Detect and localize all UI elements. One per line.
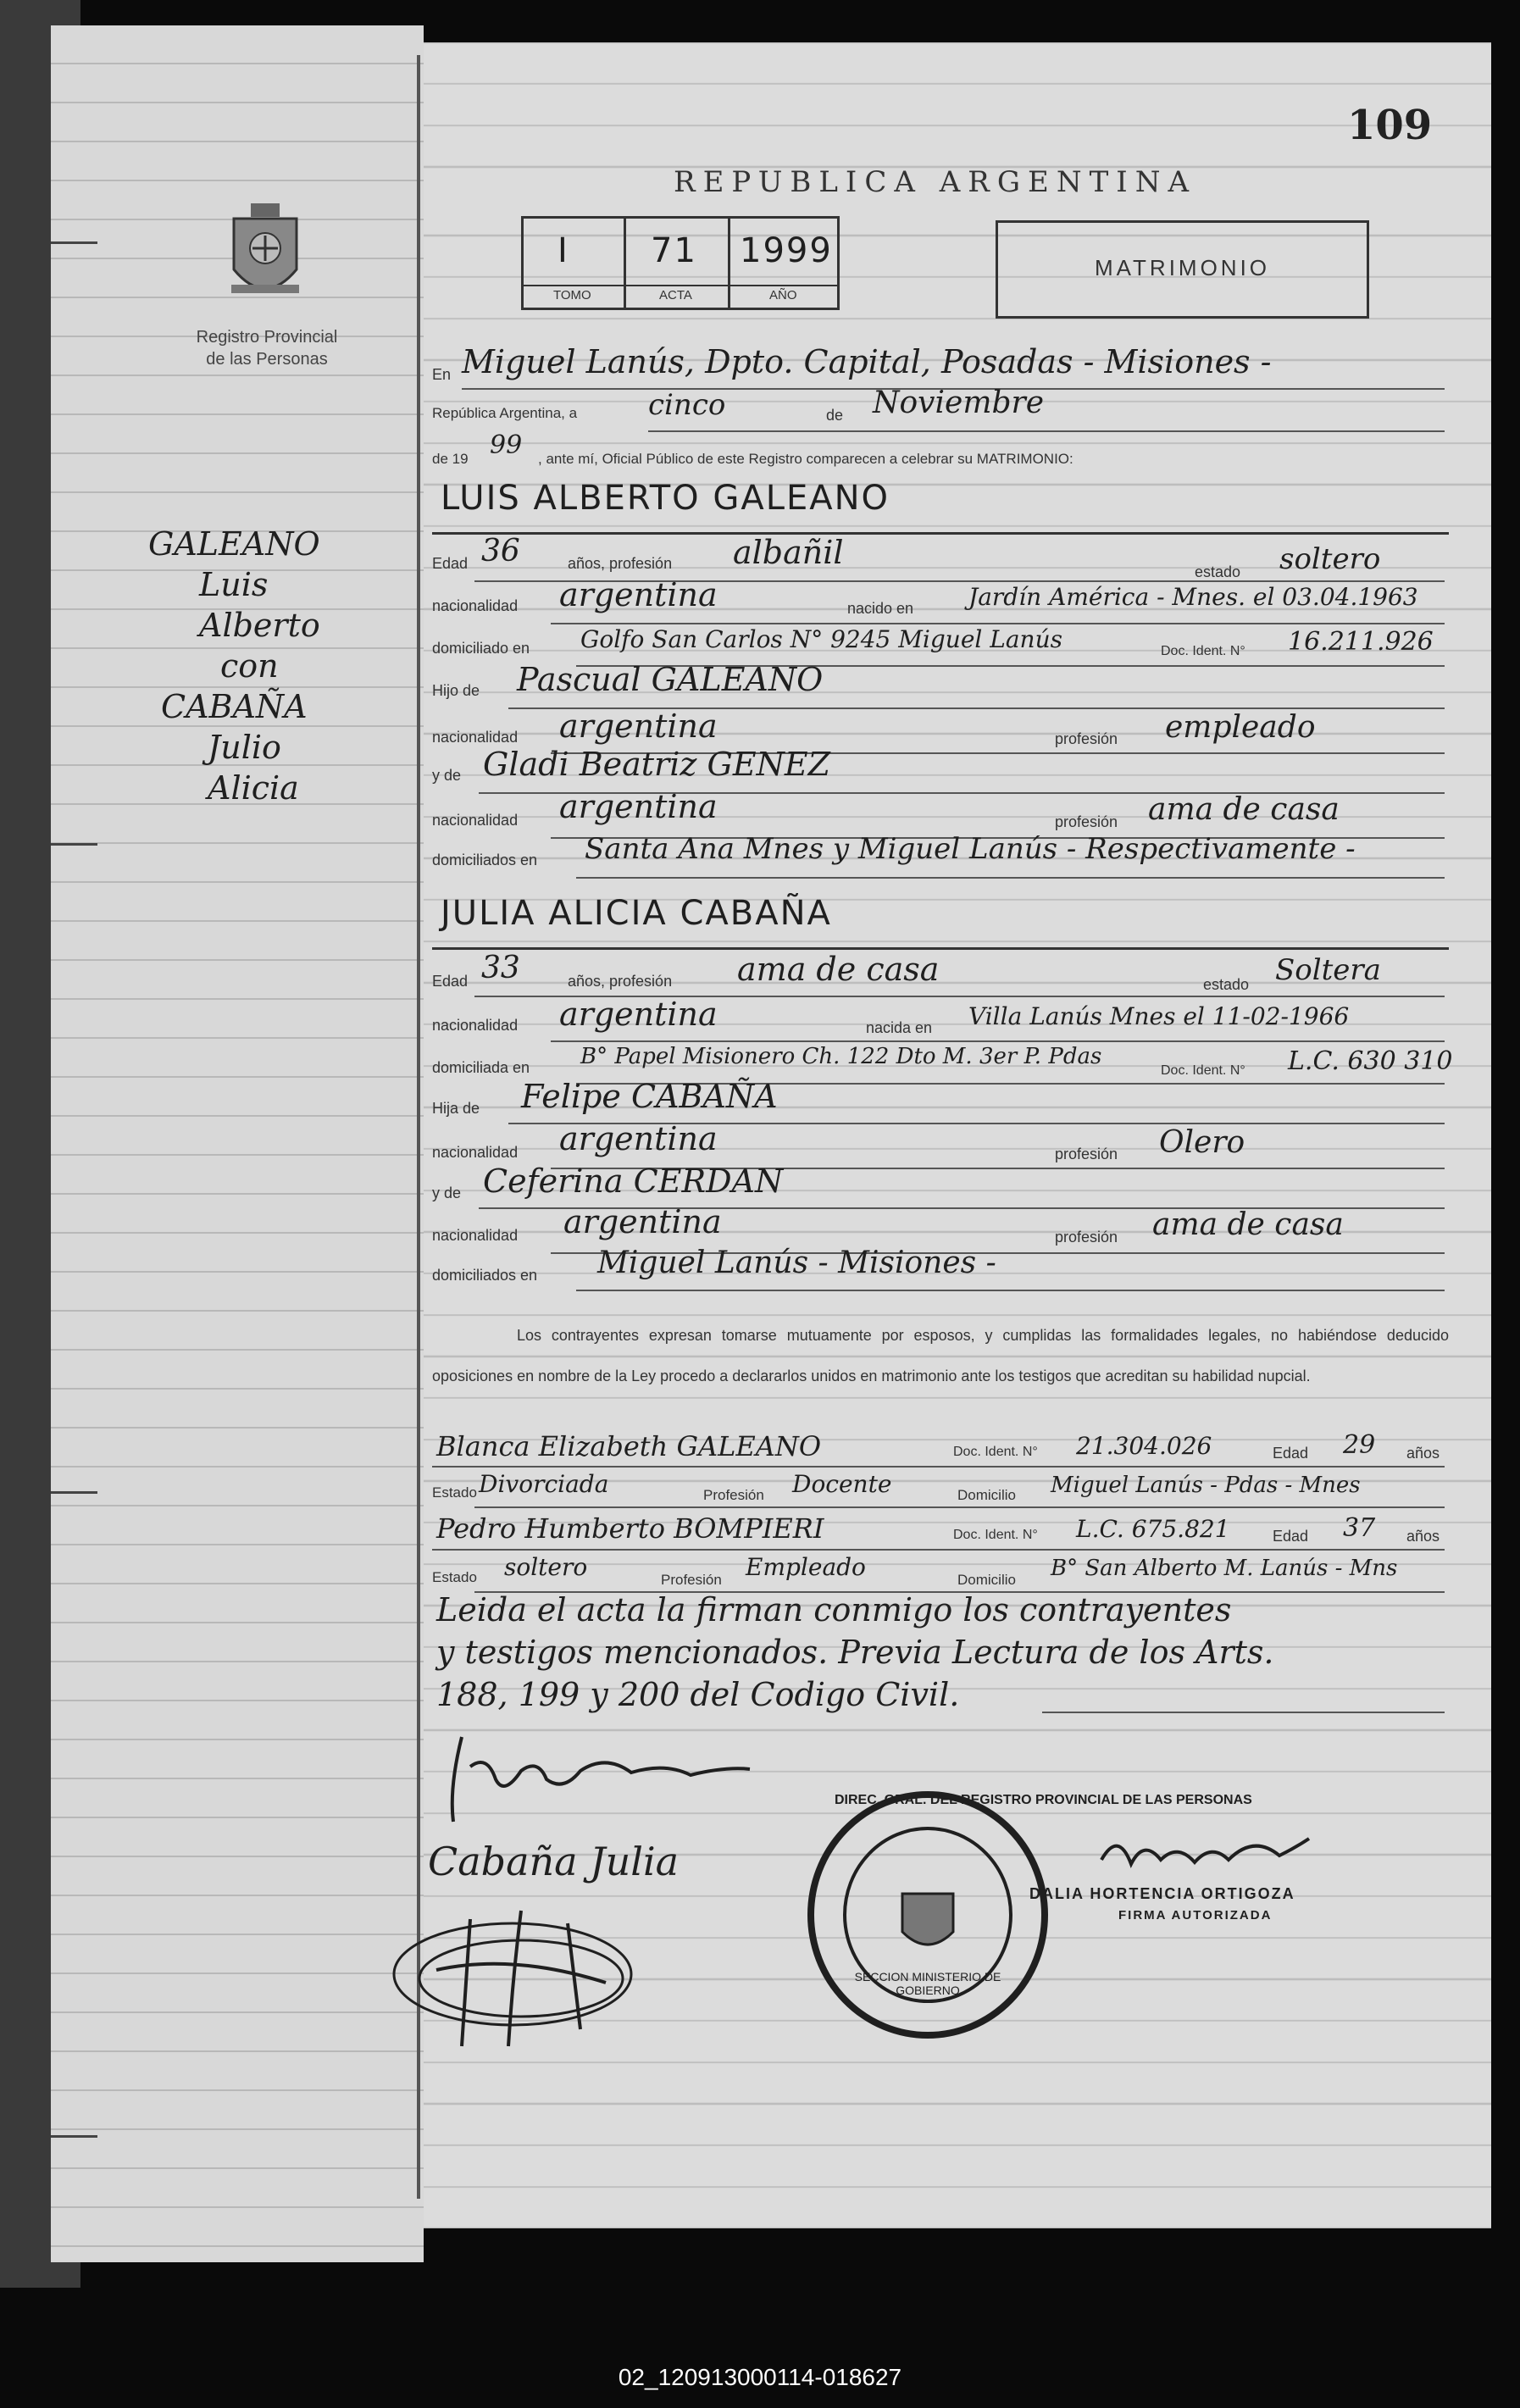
de-label: de [826,407,844,424]
bride-signature: Cabaña Julia [428,1839,680,1884]
witness2-name: Pedro Humberto BOMPIERI [436,1512,824,1545]
seal-inner-text: SECCION MINISTERIO DE GOBIERNO [854,1970,1001,1997]
nacida-label: nacida en [866,1019,933,1036]
en-label: En [432,366,452,383]
acta-value: 71 [651,231,697,270]
estado-label: Estado [432,1569,477,1585]
groom-birth: Jardín América - Mnes. el 03.04.1963 [968,583,1418,611]
bride-doc: L.C. 630 310 [1288,1046,1453,1076]
witness2-age: 37 [1343,1513,1376,1543]
yde-label: y de [432,767,462,784]
bride-age: 33 [481,951,520,985]
binding-stitch [51,2135,97,2138]
coat-of-arms-icon [227,202,303,312]
witness2-estado: soltero [504,1553,588,1581]
witness1-doc: 21.304.026 [1076,1432,1212,1460]
groom-profession: albañil [733,534,844,571]
anos-label: años [1406,1445,1440,1462]
groom-name: LUIS ALBERTO GALEANO [441,479,890,518]
nacionalidad-label: nacionalidad [432,812,519,829]
closing-line: Leida el acta la firman conmigo los contrayentes [436,1591,1232,1628]
document-type-box [996,220,1369,319]
binding-stitch [51,843,97,846]
groom-address: Golfo San Carlos N° 9245 Miguel Lanús [580,625,1062,653]
domiciliados-label: domiciliados en [432,1267,538,1284]
estado-label: estado [1195,563,1241,580]
bride-birth: Villa Lanús Mnes el 11-02-1966 [968,1002,1350,1030]
margin-note-line: Alberto [199,607,320,644]
republica-label: República Argentina, a [432,405,578,421]
anos-label: años [1406,1528,1440,1545]
witness2-address: B° San Alberto M. Lanús - Mns [1051,1556,1398,1581]
doc-label: Doc. Ident. N° [953,1445,1038,1459]
official-name: DALIA HORTENCIA ORTIGOZA [1029,1885,1295,1902]
nacionalidad-label: nacionalidad [432,1227,519,1244]
edad-label: Edad [432,555,469,572]
witness1-address: Miguel Lanús - Pdas - Mnes [1051,1473,1361,1498]
doc-label: Doc. Ident. N° [1161,1063,1245,1078]
closing-line: 188, 199 y 200 del Codigo Civil. [436,1676,960,1713]
groom-doc: 16.211.926 [1288,627,1434,657]
bride-father-nationality: argentina [559,1120,718,1157]
anos-label: años, profesión [568,555,673,572]
binding-stitch [51,1491,97,1494]
domicilio-label: domiciliado en [432,640,530,657]
profesion-label: Profesión [661,1572,722,1588]
nacionalidad-label: nacionalidad [432,597,519,614]
registry-line: de las Personas [206,350,328,369]
edad-label: Edad [432,973,469,990]
profesion-label: Profesión [703,1487,764,1503]
seal-outer-text: DIREC. GRAL. DEL REGISTRO PROVINCIAL DE LAS PERSONAS [835,1793,1252,1807]
bride-mother-profession: ama de casa [1152,1207,1344,1242]
declaration-text: Los contrayentes expresan tomarse mutuamente por esposos, y cumplidas las formalidades legales, no habiéndose deducido oposiciones en nombre de la Ley procedo a declararlos unidos en matrimonio ante los testigos que acreditan su habilidad nupcial. [432,1327,1449,1384]
bride-profession: ama de casa [737,951,940,988]
groom-estado: soltero [1279,542,1381,576]
domicilio-label: Domicilio [957,1487,1016,1503]
acta-label: ACTA [659,288,692,302]
bride-parents-address: Miguel Lanús - Misiones - [597,1246,996,1280]
registry-line: Registro Provincial [196,328,338,347]
margin-note-line: con [220,647,279,685]
year-suffix: 99 [490,430,523,460]
domiciliada-label: domiciliada en [432,1059,530,1076]
estado-label: estado [1203,976,1250,993]
margin-note-line: GALEANO [148,525,320,563]
witness1-name: Blanca Elizabeth GALEANO [436,1430,822,1462]
image-id: 02_120913000114-018627 [618,2364,902,2390]
witness1-estado: Divorciada [479,1470,609,1498]
nacionalidad-label: nacionalidad [432,729,519,746]
profesion-label: profesión [1055,813,1118,830]
tomo-value: I [558,231,569,270]
bride-father-profession: Olero [1159,1125,1245,1160]
closing-line: y testigos mencionados. Previa Lectura de los Arts. [436,1634,1274,1671]
official-title: FIRMA AUTORIZADA [1118,1908,1273,1923]
profesion-label: profesión [1055,1146,1118,1162]
witness1-age: 29 [1343,1430,1376,1460]
margin-note-line: Luis [199,566,269,603]
day: cinco [648,388,726,422]
document-type: MATRIMONIO [1094,255,1271,280]
tomo-label: TOMO [553,288,591,302]
domiciliados-label: domiciliados en [432,852,538,868]
ano-value: 1999 [740,231,833,270]
domicilio-label: Domicilio [957,1572,1016,1588]
record-number-box [521,216,840,310]
hijo-label: Hijo de [432,682,480,699]
margin-note-line: Julio [208,729,281,766]
ano-label: AÑO [769,288,797,302]
bride-nationality: argentina [559,996,718,1033]
witness-signature [386,1902,640,2055]
place: Miguel Lanús, Dpto. Capital, Posadas - Misiones - [462,343,1272,380]
official-signature [1093,1822,1313,1881]
nacionalidad-label: nacionalidad [432,1144,519,1161]
margin-rule [417,55,420,2199]
bride-estado: Soltera [1275,953,1381,987]
groom-father-nationality: argentina [559,707,718,745]
bride-mother-nationality: argentina [563,1203,722,1240]
nacido-label: nacido en [847,600,914,617]
page-number: 109 [1347,102,1433,149]
groom-father: Pascual GALEANO [517,661,824,698]
groom-parents-address: Santa Ana Mnes y Miguel Lanús - Respectivamente - [585,832,1356,866]
margin-note-line: CABAÑA [161,688,308,725]
witness1-profession: Docente [792,1470,892,1498]
groom-signature [436,1720,792,1830]
doc-label: Doc. Ident. N° [1161,644,1245,658]
margin-note-line: Alicia [208,769,299,807]
groom-mother: Gladi Beatriz GENEZ [483,746,830,783]
yde-label: y de [432,1185,462,1201]
edad-label: Edad [1273,1528,1309,1545]
bride-name: JULIA ALICIA CABAÑA [441,894,832,933]
groom-mother-profession: ama de casa [1148,792,1340,827]
bride-mother: Ceferina CERDAN [483,1162,784,1200]
anos-label: años, profesión [568,973,673,990]
binding-stitch [51,241,97,244]
profesion-label: profesión [1055,730,1118,747]
year-prefix: de 19 [432,451,469,467]
groom-age: 36 [481,534,520,569]
profesion-label: profesión [1055,1229,1118,1246]
witness2-doc: L.C. 675.821 [1076,1515,1230,1543]
edad-label: Edad [1273,1445,1309,1462]
country-title: REPUBLICA ARGENTINA [674,165,1197,199]
groom-mother-nationality: argentina [559,788,718,825]
groom-father-profession: empleado [1165,710,1316,745]
intro-statement: , ante mí, Oficial Público de este Registro comparecen a celebrar su MATRIMONIO: [538,451,1073,467]
bride-father: Felipe CABAÑA [521,1078,778,1115]
groom-nationality: argentina [559,576,718,613]
month: Noviembre [873,386,1045,420]
witness2-profession: Empleado [746,1553,866,1581]
estado-label: Estado [432,1484,477,1501]
hija-label: Hija de [432,1100,480,1117]
bride-address: B° Papel Misionero Ch. 122 Dto M. 3er P. Pdas [580,1044,1102,1069]
registry-name [169,326,364,370]
nacionalidad-label: nacionalidad [432,1017,519,1034]
doc-label: Doc. Ident. N° [953,1528,1038,1542]
